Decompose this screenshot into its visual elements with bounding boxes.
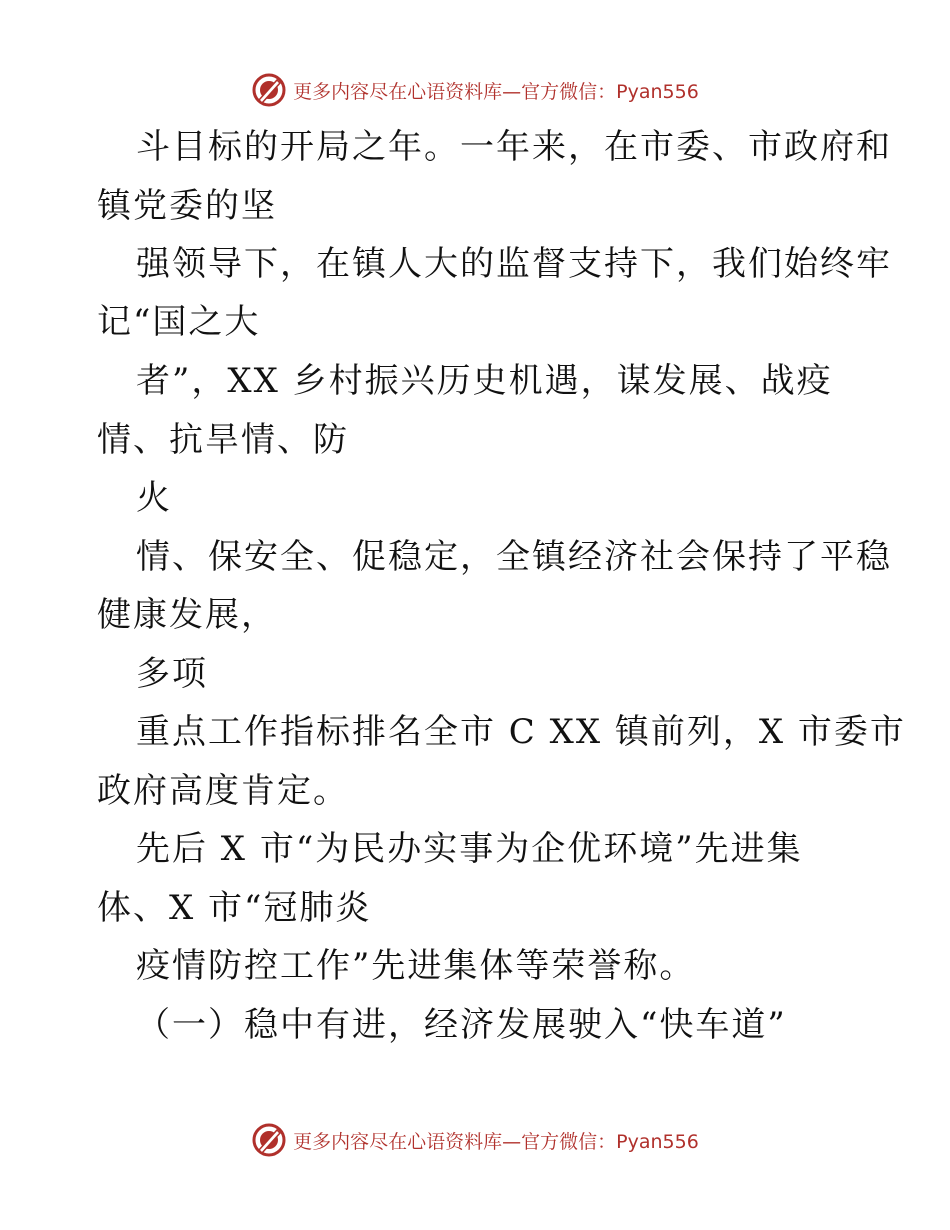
text-line: 情、保安全、促稳定，全镇经济社会保持了平稳: [136, 537, 892, 577]
pen-seal-icon: [251, 1122, 287, 1158]
watermark-text: 更多内容尽在心语资料库—官方微信：Pyan556: [293, 80, 699, 103]
watermark-text: 更多内容尽在心语资料库—官方微信：Pyan556: [293, 1130, 699, 1153]
text-line: 重点工作指标排名全市 C XX 镇前列，X 市委市: [136, 712, 906, 752]
text-line: 斗目标的开局之年。一年来，在市委、市政府和: [136, 127, 892, 167]
text-line: 火: [136, 478, 172, 518]
section-heading: （一）稳中有进，经济发展驶入“快车道”: [136, 1005, 787, 1045]
text-line: 镇党委的坚: [97, 186, 277, 226]
text-line: 多项: [136, 654, 208, 694]
text-line: 先后 X 市“为民办实事为企优环境”先进集: [136, 829, 803, 869]
text-line: 记“国之大: [97, 302, 261, 342]
text-line: 强领导下，在镇人大的监督支持下，我们始终牢: [136, 244, 892, 284]
text-line: 体、X 市“冠肺炎: [97, 888, 372, 928]
text-line: 政府高度肯定。: [97, 771, 349, 811]
text-line: 健康发展，: [97, 595, 277, 635]
text-line: 疫情防控工作”先进集体等荣誉称。: [136, 946, 696, 986]
watermark-banner-bottom: [0, 1120, 950, 1160]
text-line: 情、抗旱情、防: [97, 420, 349, 460]
text-line: 者”，XX 乡村振兴历史机遇，谋发展、战疫: [136, 361, 833, 401]
